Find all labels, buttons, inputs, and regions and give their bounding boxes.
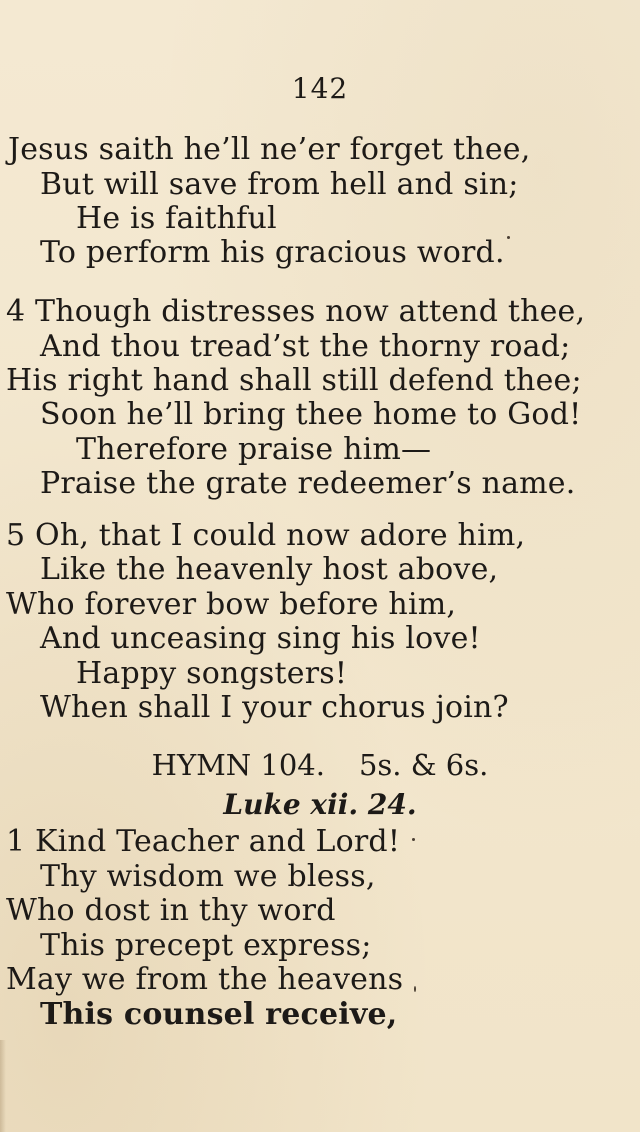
verse-line: To perform his gracious word. <box>40 235 505 270</box>
hymn-heading <box>0 748 640 782</box>
hymn-line: This precept express; <box>40 928 372 963</box>
verse-line: Therefore praise him— <box>76 432 432 467</box>
hymn-line: This counsel receive, <box>40 997 398 1032</box>
verse-line: Who forever bow before him, <box>6 587 457 622</box>
verse-line: Happy songsters! <box>76 656 348 691</box>
page-edge-shadow <box>0 1040 6 1132</box>
verse-line: 4 Though distresses now attend thee, <box>6 294 586 329</box>
verse-line: And unceasing sing his love! <box>40 621 481 656</box>
hymn-title: HYMN 104. <box>151 748 325 782</box>
verse-line: When shall I your chorus join? <box>40 690 509 725</box>
hymn-line: Thy wisdom we bless, <box>40 859 376 894</box>
verse-line: His right hand shall still defend thee; <box>6 363 582 398</box>
page-number: 142 <box>291 72 349 105</box>
verse-line: 5 Oh, that I could now adore him, <box>6 518 526 553</box>
verse-line: Soon he’ll bring thee home to God! <box>40 397 582 432</box>
ink-speck <box>412 838 415 841</box>
verse-line: Like the heavenly host above, <box>40 552 499 587</box>
verse-line: And thou tread’st the thorny road; <box>40 329 571 364</box>
hymn-meter: 5s. & 6s. <box>358 748 489 782</box>
verse-line: Praise the grate redeemer’s name. <box>40 466 576 501</box>
verse-line: But will save from hell and sin; <box>40 167 519 202</box>
verse-line: He is faithful <box>76 201 277 236</box>
ink-speck <box>507 236 510 239</box>
verse-line: Jesus saith he’ll ne’er forget thee, <box>8 132 531 167</box>
hymn-line: Who dost in thy word <box>6 893 336 928</box>
ink-speck <box>414 986 416 992</box>
hymn-line: May we from the heavens <box>6 962 404 997</box>
scripture-reference: Luke xii. 24. <box>223 788 417 821</box>
hymn-line: 1 Kind Teacher and Lord! <box>6 824 401 859</box>
